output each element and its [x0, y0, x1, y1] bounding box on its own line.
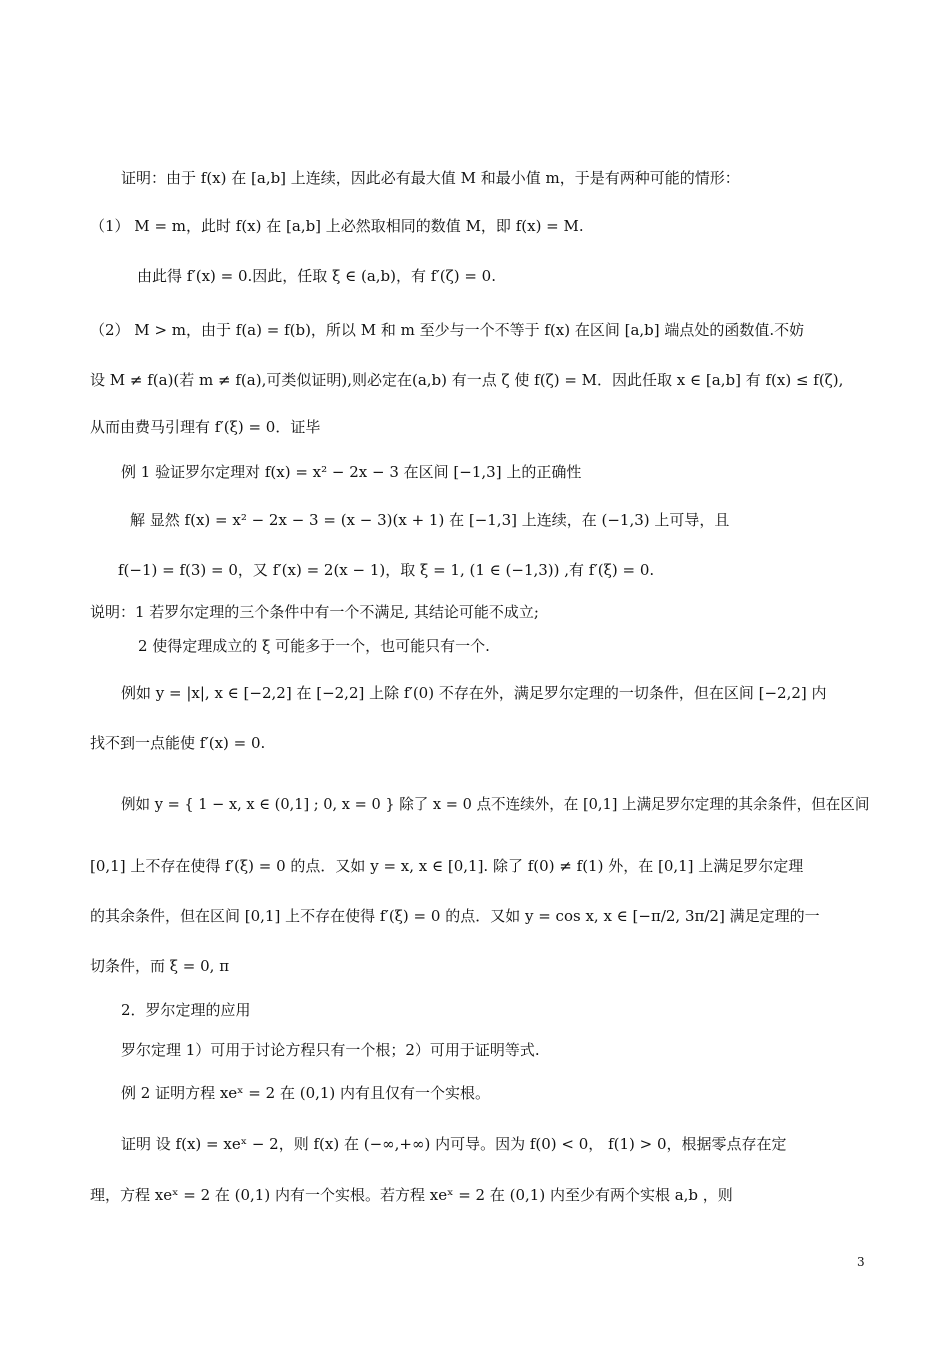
text-line: 由此得 f′(x) = 0.因此，任取 ξ ∈ (a,b)，有 f′(ζ) = 0. — [137, 267, 496, 285]
text-line: 理，方程 xeˣ = 2 在 (0,1) 内有一个实根。若方程 xeˣ = 2 在 (0,1) 内至少有两个实根 a,b ，则 — [90, 1186, 733, 1204]
text-line: [0,1] 上不存在使得 f′(ξ) = 0 的点．又如 y = x, x ∈ [0,1]. 除了 f(0) ≠ f(1) 外，在 [0,1] 上满足罗尔定理 — [90, 857, 804, 875]
text-line: 证明 设 f(x) = xeˣ − 2，则 f(x) 在 (−∞,+∞) 内可导。因为 f(0) < 0， f(1) > 0，根据零点存在定 — [121, 1135, 787, 1153]
text-line: 切条件，而 ξ = 0, π — [90, 957, 230, 975]
text-line: （2） M > m，由于 f(a) = f(b)，所以 M 和 m 至少与一个不等于 f(x) 在区间 [a,b] 端点处的函数值.不妨 — [90, 321, 805, 339]
text-line: 例如 y = |x|, x ∈ [−2,2] 在 [−2,2] 上除 f′(0) 不存在外，满足罗尔定理的一切条件，但在区间 [−2,2] 内 — [121, 684, 827, 702]
text-line: 解 显然 f(x) = x² − 2x − 3 = (x − 3)(x + 1) 在 [−1,3] 上连续，在 (−1,3) 上可导，且 — [130, 511, 730, 529]
text-line: 说明：1 若罗尔定理的三个条件中有一个不满足, 其结论可能不成立; — [90, 603, 539, 621]
text-line: 的其余条件，但在区间 [0,1] 上不存在使得 f′(ξ) = 0 的点．又如 y = cos x, x ∈ [−π/2, 3π/2] 满足定理的一 — [90, 907, 820, 925]
text-line: 罗尔定理 1）可用于讨论方程只有一个根；2）可用于证明等式. — [121, 1041, 540, 1059]
text-line: 例 2 证明方程 xeˣ = 2 在 (0,1) 内有且仅有一个实根。 — [121, 1084, 491, 1102]
text-line: 例如 y = { 1 − x, x ∈ (0,1] ; 0, x = 0 } 除了 x = 0 点不连续外，在 [0,1] 上满足罗尔定理的其余条件，但在区间 — [121, 795, 870, 813]
text-line: 从而由费马引理有 f′(ξ) = 0．证毕 — [90, 418, 321, 436]
text-line: 2 使得定理成立的 ξ 可能多于一个，也可能只有一个. — [138, 637, 490, 655]
text-line: 找不到一点能使 f′(x) = 0. — [90, 734, 266, 752]
section-heading: 2．罗尔定理的应用 — [121, 1001, 251, 1019]
text-line: 设 M ≠ f(a)(若 m ≠ f(a),可类似证明),则必定在(a,b) 有一点 ζ 使 f(ζ) = M．因此任取 x ∈ [a,b] 有 f(x) ≤ f(ζ), — [90, 371, 844, 389]
page-number: 3 — [857, 1255, 865, 1269]
text-line: f(−1) = f(3) = 0，又 f′(x) = 2(x − 1)，取 ξ = 1, (1 ∈ (−1,3)) ,有 f′(ξ) = 0. — [118, 561, 655, 579]
text-line: 证明：由于 f(x) 在 [a,b] 上连续，因此必有最大值 M 和最小值 m，于是有两种可能的情形： — [121, 169, 740, 187]
text-line: （1） M = m，此时 f(x) 在 [a,b] 上必然取相同的数值 M，即 f(x) = M. — [90, 217, 584, 235]
text-line: 例 1 验证罗尔定理对 f(x) = x² − 2x − 3 在区间 [−1,3] 上的正确性 — [121, 463, 582, 481]
